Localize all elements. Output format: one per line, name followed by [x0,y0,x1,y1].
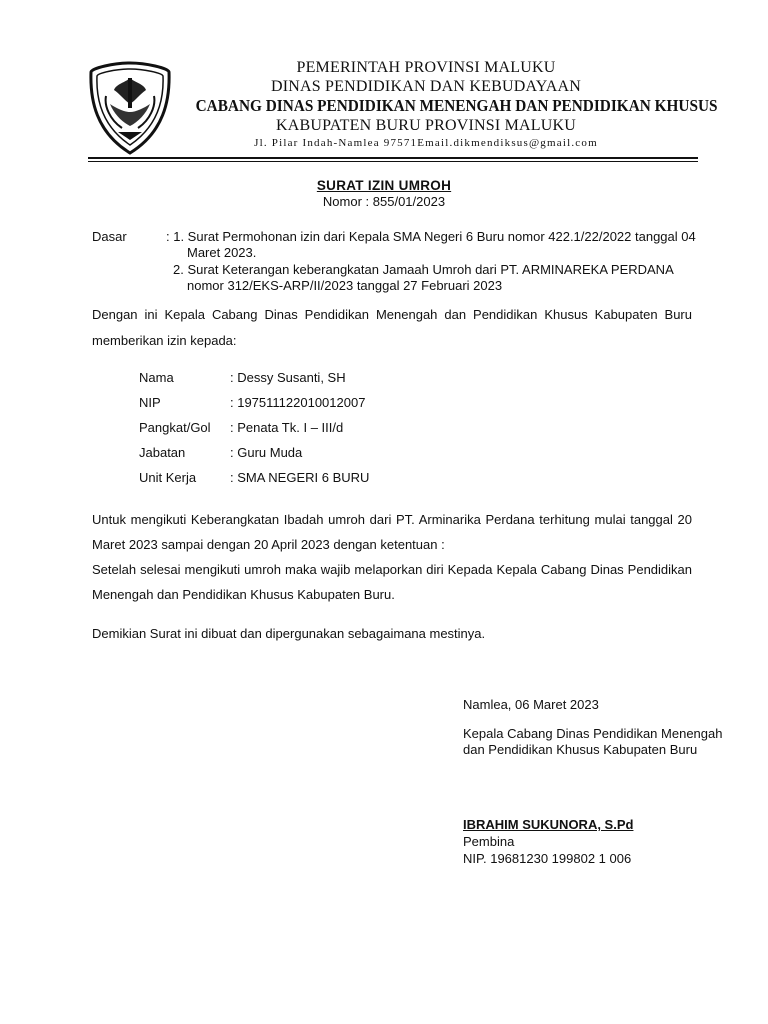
signature-place-date: Namlea, 06 Maret 2023 [463,697,599,712]
field-label-pangkat: Pangkat/Gol [139,420,211,435]
body-p1-line2: Maret 2023 sampai dengan 20 April 2023 dengan ketentuan : [92,537,445,552]
government-emblem-logo [88,60,172,156]
letterhead-office: DINAS PENDIDIKAN DAN KEBUDAYAAN [270,78,582,95]
field-label-nama: Nama [139,370,174,385]
signature-position-line2: dan Pendidikan Khusus Kabupaten Buru [463,742,698,757]
dasar-item2-line1: 2. Surat Keterangan keberangkatan Jamaah Umroh dari PT. ARMINAREKA PERDANA [173,262,674,277]
signature-rank: Pembina [463,834,515,849]
signature-name: IBRAHIM SUKUNORA, S.Pd [463,817,634,832]
letterhead-region: KABUPATEN BURU PROVINSI MALUKU [275,117,577,134]
closing-sentence: Demikian Surat ini dibuat dan dipergunakan sebagaimana mestinya. [92,626,486,641]
dasar-item1-line1: : 1. Surat Permohonan izin dari Kepala SMA Negeri 6 Buru nomor 422.1/22/2022 tanggal 04 [166,229,696,244]
letterhead-address: Jl. Pilar Indah-Namlea 97571Email.dikmendiksus@gmail.com [254,137,598,149]
body-p2-line2: Menengah dan Pendidikan Khusus Kabupaten Buru. [92,587,395,602]
field-value-unit-kerja: : SMA NEGERI 6 BURU [230,470,370,485]
letter-title: SURAT IZIN UMROH [316,178,452,193]
dasar-item1-line2: Maret 2023. [187,245,257,260]
signature-position-line1: Kepala Cabang Dinas Pendidikan Menengah [463,726,723,741]
field-label-nip: NIP [139,395,161,410]
signature-nip: NIP. 19681230 199802 1 006 [463,851,632,866]
field-value-pangkat: : Penata Tk. I – III/d [230,420,344,435]
letterhead-rule-thin [88,161,698,162]
intro-line1: Dengan ini Kepala Cabang Dinas Pendidikan Menengah dan Pendidikan Khusus Kabupaten Buru [92,307,692,322]
field-label-unit-kerja: Unit Kerja [139,470,197,485]
letterhead-government: PEMERINTAH PROVINSI MALUKU [296,59,556,76]
field-value-nip: : 197511122010012007 [230,395,366,410]
field-value-jabatan: : Guru Muda [230,445,303,460]
letterhead-rule-thick [88,157,698,159]
intro-line2: memberikan izin kepada: [92,333,237,348]
dasar-label: Dasar [92,229,127,244]
letter-number: Nomor : 855/01/2023 [322,194,446,209]
letterhead-branch: CABANG DINAS PENDIDIKAN MENENGAH DAN PENDIDIKAN KHUSUS [195,96,718,115]
body-p2-line1: Setelah selesai mengikuti umroh maka wajib melaporkan diri Kepada Kepala Cabang Dinas Pendidikan [92,562,692,577]
field-value-nama: : Dessy Susanti, SH [230,370,346,385]
dasar-item2-line2: nomor 312/EKS-ARP/II/2023 tanggal 27 Februari 2023 [187,278,503,293]
letterhead [170,58,718,151]
field-label-jabatan: Jabatan [139,445,186,460]
body-p1-line1: Untuk mengikuti Keberangkatan Ibadah umroh dari PT. Arminarika Perdana terhitung mulai tanggal 20 [92,512,692,527]
